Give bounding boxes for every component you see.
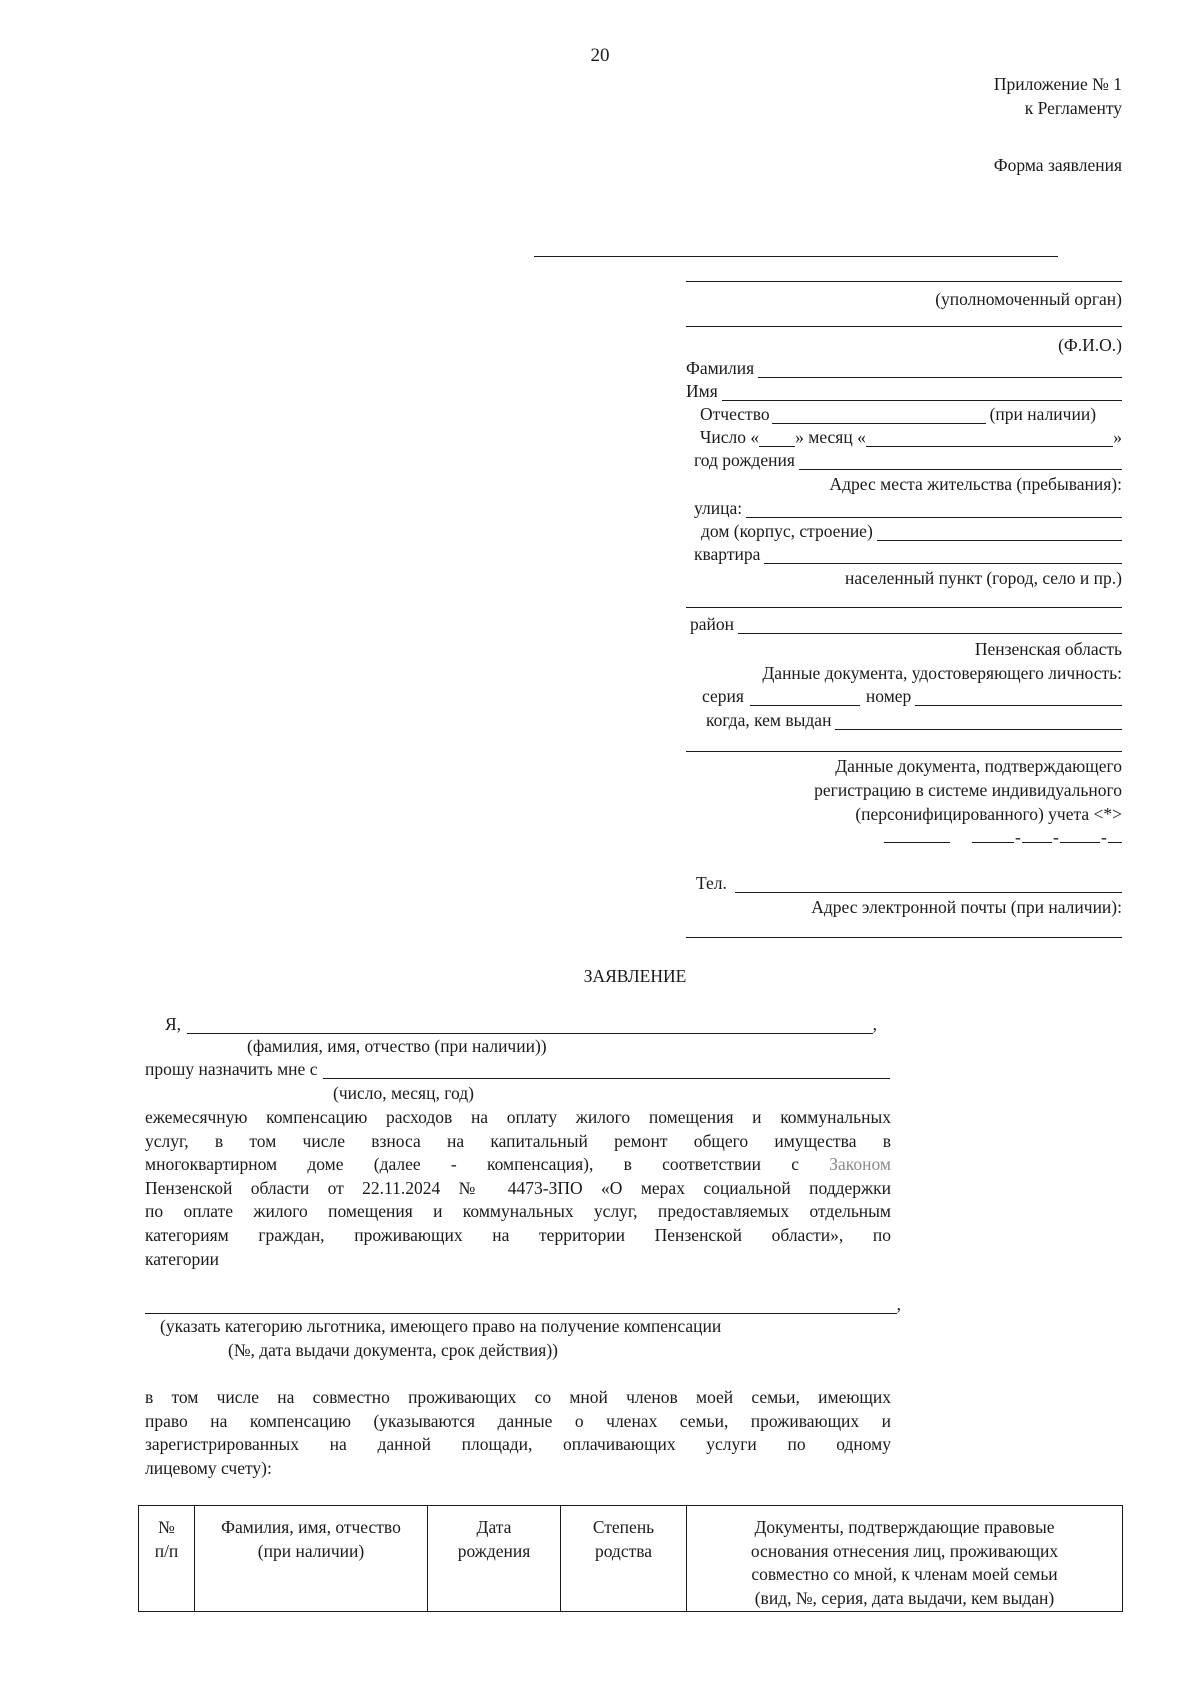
- fio-comma: ,: [872, 1014, 877, 1034]
- name-label: Имя: [686, 381, 718, 401]
- i-label: Я,: [165, 1014, 182, 1034]
- family-members-table: [138, 1505, 1123, 1612]
- district-label: район: [690, 614, 734, 634]
- surname-label: Фамилия: [686, 358, 755, 378]
- month-close: »: [1113, 427, 1122, 447]
- district-field[interactable]: [690, 616, 1122, 634]
- table-header-row: [139, 1506, 1123, 1612]
- category-field[interactable]: [145, 1296, 901, 1314]
- body-line-6: категориям граждан, проживающих на территории Пензенской области», по: [145, 1224, 891, 1245]
- email-line[interactable]: [686, 937, 1122, 938]
- family-paragraph: [145, 1386, 891, 1480]
- settlement-caption: населенный пункт (город, село и пр.): [844, 568, 1122, 588]
- birth-date-field[interactable]: [700, 429, 1122, 447]
- house-label: дом (корпус, строение): [701, 521, 873, 541]
- apartment-field[interactable]: [694, 546, 1122, 564]
- phone-field[interactable]: [696, 875, 1122, 893]
- email-label: Адрес электронной почты (при наличии):: [811, 897, 1122, 917]
- page-number: 20: [590, 45, 610, 66]
- header-number: № п/п: [139, 1506, 195, 1612]
- start-date-field[interactable]: [145, 1061, 890, 1079]
- organ-line-1[interactable]: [534, 256, 1058, 257]
- street-label: улица:: [694, 498, 743, 518]
- patronymic-label: Отчество: [700, 404, 770, 424]
- family-line-4: лицевому счету):: [145, 1457, 272, 1478]
- id-doc-title: Данные документа, удостоверяющего личность:: [762, 663, 1122, 683]
- name-field[interactable]: [686, 383, 1122, 401]
- snils-segment-5[interactable]: [1108, 842, 1122, 843]
- day-label: Число «: [700, 427, 760, 447]
- body-line-7: категории: [145, 1248, 219, 1269]
- fio-caption: (Ф.И.О.): [1058, 335, 1122, 355]
- patronymic-note: (при наличии): [989, 404, 1097, 424]
- number-label: номер: [865, 686, 912, 706]
- apartment-label: квартира: [694, 544, 761, 564]
- address-title: Адрес места жительства (пребывания):: [829, 474, 1122, 494]
- series-number-field[interactable]: [702, 688, 1122, 706]
- fio-line[interactable]: [686, 326, 1122, 327]
- form-title: Форма заявления: [993, 155, 1122, 175]
- house-field[interactable]: [701, 523, 1122, 541]
- month-label: » месяц «: [795, 427, 866, 447]
- category-caption-2: (№, дата выдачи документа, срок действия)): [228, 1340, 558, 1360]
- statement-body: [145, 1106, 891, 1271]
- category-caption-1: (указать категорию льготника, имеющего право на получение компенсации: [160, 1316, 722, 1336]
- snils-segment-3[interactable]: [1022, 842, 1052, 843]
- surname-field[interactable]: [686, 360, 1122, 378]
- issued-line-2[interactable]: [686, 751, 1122, 752]
- series-label: серия: [702, 686, 744, 706]
- family-line-2: право на компенсацию (указываются данные о членах семьи, проживающих и: [145, 1410, 891, 1431]
- applicant-fio-field[interactable]: [165, 1016, 877, 1034]
- family-line-3: зарегистрированных на данной площади, оплачивающих услуги по одному: [145, 1434, 891, 1455]
- body-line-5: по оплате жилого помещения и коммунальных услуг, предоставляемых отдельным: [145, 1201, 891, 1222]
- issued-label: когда, кем выдан: [706, 710, 832, 730]
- request-from-label: прошу назначить мне с: [145, 1059, 318, 1079]
- snils-line-3: (персонифицированного) учета <*>: [855, 804, 1122, 824]
- applicant-fio-caption: (фамилия, имя, отчество (при наличии)): [247, 1036, 547, 1056]
- birth-year-label: год рождения: [694, 450, 795, 470]
- body-line-1: ежемесячную компенсацию расходов на оплату жилого помещения и коммунальных: [145, 1107, 891, 1127]
- reglament-label: к Регламенту: [1024, 98, 1122, 118]
- start-date-caption: (число, месяц, год): [333, 1083, 474, 1103]
- law-word: Законом: [829, 1154, 892, 1175]
- category-comma: ,: [896, 1294, 901, 1314]
- snils-segment-1[interactable]: [884, 842, 950, 843]
- birth-year-field[interactable]: [694, 452, 1122, 470]
- header-documents: Документы, подтверждающие правовые основания отнесения лиц, проживающих совместно со мной, к членам моей семьи (вид, №, серия, дата выдачи, кем выдан): [687, 1506, 1123, 1612]
- body-line-3: многоквартирном доме (далее - компенсация), в соответствии с Законом: [145, 1154, 892, 1175]
- header-relation: Степень родства: [561, 1506, 687, 1612]
- issued-field[interactable]: [706, 712, 1122, 730]
- settlement-line[interactable]: [686, 607, 1122, 608]
- street-field[interactable]: [694, 500, 1122, 518]
- snils-line-2: регистрацию в системе индивидуального: [814, 780, 1122, 800]
- region-label: Пензенская область: [974, 639, 1122, 659]
- body-line-2: услуг, в том числе взноса на капитальный ремонт общего имущества в: [145, 1130, 891, 1151]
- snils-segment-4[interactable]: [1060, 842, 1100, 843]
- appendix-label: Приложение № 1: [993, 74, 1122, 94]
- snils-line-1: Данные документа, подтверждающего: [835, 756, 1122, 776]
- snils-segment-2[interactable]: [972, 842, 1014, 843]
- patronymic-field[interactable]: [700, 406, 1122, 424]
- organ-line-2[interactable]: [686, 281, 1122, 282]
- phone-label: Тел.: [696, 873, 727, 893]
- body-line-4: Пензенской области от 22.11.2024 № 4473-ЗПО «О мерах социальной поддержки: [145, 1177, 891, 1198]
- organ-caption: (уполномоченный орган): [935, 289, 1122, 309]
- header-birth-date: Дата рождения: [428, 1506, 561, 1612]
- statement-title: ЗАЯВЛЕНИЕ: [583, 966, 687, 986]
- header-fio: Фамилия, имя, отчество (при наличии): [195, 1506, 428, 1612]
- family-line-1: в том числе на совместно проживающих со мной членов моей семьи, имеющих: [145, 1387, 891, 1407]
